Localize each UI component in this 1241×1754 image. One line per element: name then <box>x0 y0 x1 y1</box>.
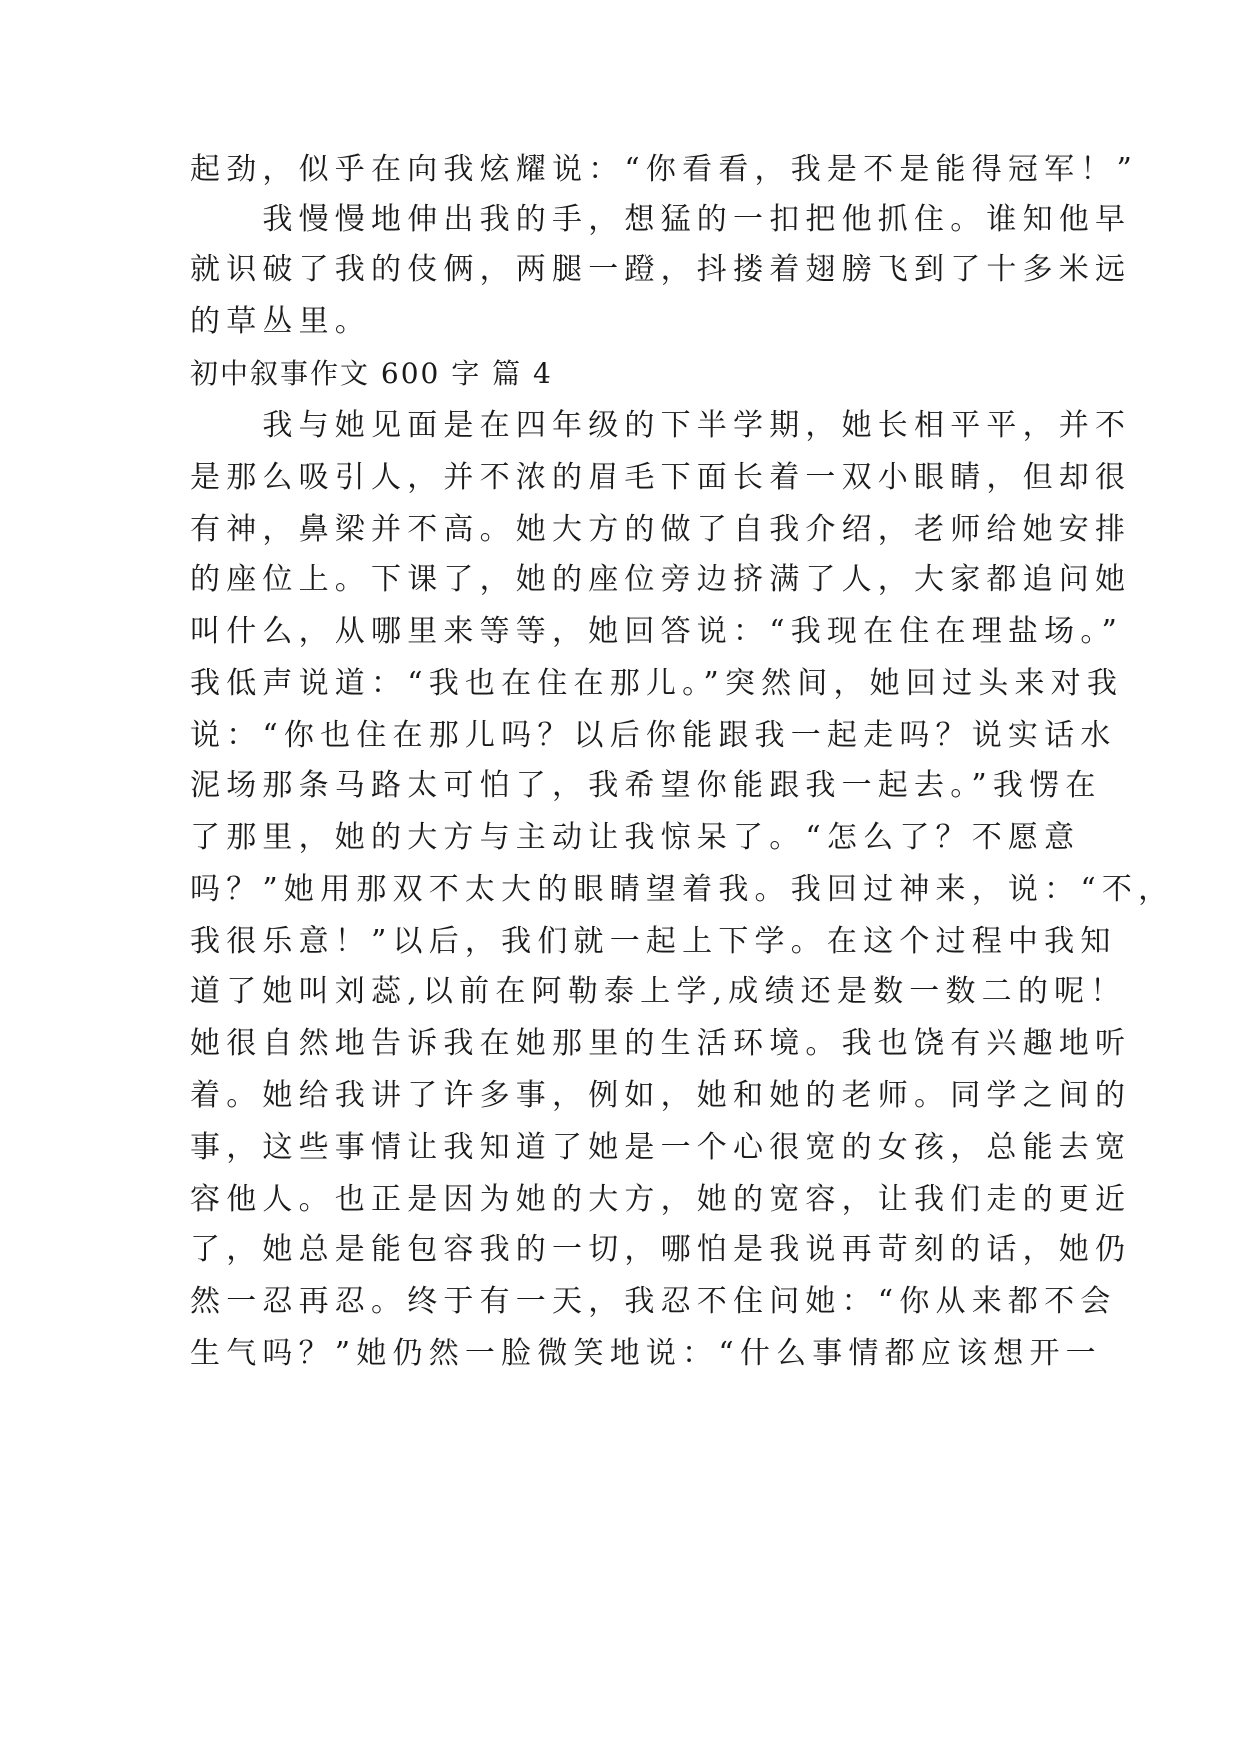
text-line: 然一忍再忍。终于有一天，我忍不住问她：“你从来都不会 <box>190 1284 1117 1319</box>
text-line: 有神，鼻梁并不高。她大方的做了自我介绍，老师给她安排 <box>190 512 1132 547</box>
text-line: 了那里，她的大方与主动让我惊呆了。“怎么了？不愿意 <box>190 820 1081 855</box>
text-line: 泥场那条马路太可怕了，我希望你能跟我一起去。”我愣在 <box>190 768 1102 803</box>
text-line: 了，她总是能包容我的一切，哪怕是我说再苛刻的话，她仍 <box>190 1232 1132 1267</box>
text-line: 我很乐意！”以后，我们就一起上下学。在这个过程中我知 <box>190 924 1117 959</box>
text-line: 我低声说道：“我也在住在那儿。”突然间，她回过头来对我 <box>190 666 1124 701</box>
text-line: 她很自然地告诉我在她那里的生活环境。我也饶有兴趣地听 <box>190 1026 1132 1061</box>
text-line: 事，这些事情让我知道了她是一个心很宽的女孩，总能去宽 <box>190 1130 1132 1165</box>
text-line: 叫什么，从哪里来等等，她回答说：“我现在住在理盐场。” <box>190 614 1124 649</box>
text-line: 生气吗？”她仍然一脸微笑地说：“什么事情都应该想开一 <box>190 1336 1102 1371</box>
text-line: 就识破了我的伎俩，两腿一蹬，抖搂着翅膀飞到了十多米远 <box>190 252 1132 287</box>
text-line: 我慢慢地伸出我的手，想猛的一扣把他抓住。谁知他早 <box>190 202 1132 237</box>
text-line: 容他人。也正是因为她的大方，她的宽容，让我们走的更近 <box>190 1182 1132 1217</box>
text-line: 说：“你也住在那儿吗？以后你能跟我一起走吗？说实话水 <box>190 718 1117 753</box>
text-line: 吗？”她用那双不太大的眼睛望着我。我回过神来，说：“不， <box>190 872 1175 907</box>
text-line: 起劲，似乎在向我炫耀说：“你看看，我是不是能得冠军！” <box>190 152 1139 187</box>
text-line: 道了她叫刘蕊,以前在阿勒泰上学,成绩还是数一数二的呢！ <box>190 974 1127 1009</box>
section-heading: 初中叙事作文 600 字 篇 4 <box>190 357 553 390</box>
text-line: 的草丛里。 <box>190 304 371 339</box>
text-line: 着。她给我讲了许多事，例如，她和她的老师。同学之间的 <box>190 1078 1132 1113</box>
text-line: 我与她见面是在四年级的下半学期，她长相平平，并不 <box>190 408 1132 443</box>
text-line: 的座位上。下课了，她的座位旁边挤满了人，大家都追问她 <box>190 562 1132 597</box>
text-line: 是那么吸引人，并不浓的眉毛下面长着一双小眼睛，但却很 <box>190 460 1132 495</box>
